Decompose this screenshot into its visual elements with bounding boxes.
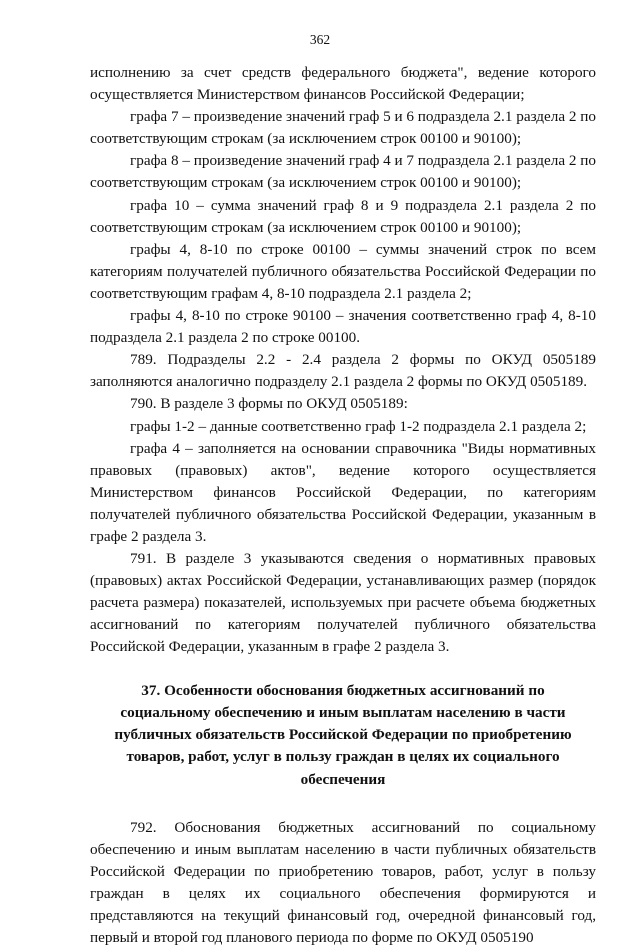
paragraph-790: 790. В разделе 3 формы по ОКУД 0505189: — [130, 395, 408, 413]
page-number: 362 — [309, 32, 331, 47]
document-body — [90, 62, 596, 950]
paragraph-791: 791. В разделе 3 указываются сведения о нормативных правовых (правовых) актах Российской Федерации, устанавливающих размер (порядок расчета размера) показателей, используемых при расчете объема бюджетных ассигнований по категориям получателей публичного обязательства Российской Федерации, указанным в графе 2 раздела 3. — [90, 550, 596, 656]
paragraph-792: 792. Обоснования бюджетных ассигнований по социальному обеспечению и иным выплатам населению в части публичных обязательств Российской Федерации по приобретению товаров, работ, услуг в пользу граждан в целях их социального обеспечения формируются и представляются на текущий финансовый год, очередной финансовый год, первый и второй год планового периода по форме по ОКУД 0505190 — [90, 819, 596, 947]
paragraph-789: 789. Подразделы 2.2 - 2.4 раздела 2 формы по ОКУД 0505189 заполняются аналогично подразделу 2.1 раздела 2 формы по ОКУД 0505189. — [90, 351, 596, 391]
section-heading-line: обеспечения — [300, 770, 386, 788]
section-heading-line: 37. Особенности обоснования бюджетных ассигнований по — [141, 681, 545, 699]
paragraph-grafa-7: графа 7 – произведение значений граф 5 и 6 подраздела 2.1 раздела 2 по соответствующим строкам (за исключением строк 00100 и 90100); — [90, 108, 596, 148]
paragraph-grafa-4: графа 4 – заполняется на основании справочника "Виды нормативных правовых (правовых) актов", ведение которого осуществляется Министерством финансов Российской Федерации, по категориям получателей публичного обязательства Российской Федерации, указанным в графе 2 раздела 3. — [90, 439, 596, 545]
section-heading-line: публичных обязательств Российской Федерации по приобретению — [114, 726, 572, 744]
paragraph-row-90100: графы 4, 8-10 по строке 90100 – значения соответственно граф 4, 8-10 подраздела 2.1 раздела 2 по строке 00100. — [90, 307, 596, 347]
section-heading-line: социальному обеспечению и иным выплатам населению в части — [120, 703, 566, 721]
paragraph-continuation: исполнению за счет средств федерального бюджета", ведение которого осуществляется Министерством финансов Российской Федерации; — [90, 64, 596, 104]
paragraph-grafa-8: графа 8 – произведение значений граф 4 и 7 подраздела 2.1 раздела 2 по соответствующим строкам (за исключением строк 00100 и 90100); — [90, 152, 596, 192]
paragraph-grafy-1-2: графы 1-2 – данные соответственно граф 1-2 подраздела 2.1 раздела 2; — [130, 417, 587, 435]
paragraph-row-00100: графы 4, 8-10 по строке 00100 – суммы значений строк по всем категориям получателей публичного обязательства Российской Федерации по соответствующим графам 4, 8-10 подраздела 2.1 раздела 2; — [90, 240, 596, 302]
section-heading — [90, 680, 596, 791]
paragraph-grafa-10: графа 10 – сумма значений граф 8 и 9 подраздела 2.1 раздела 2 по соответствующим строкам (за исключением строк 00100 и 90100); — [90, 196, 596, 236]
section-heading-line: товаров, работ, услуг в пользу граждан в целях их социального — [126, 748, 560, 766]
